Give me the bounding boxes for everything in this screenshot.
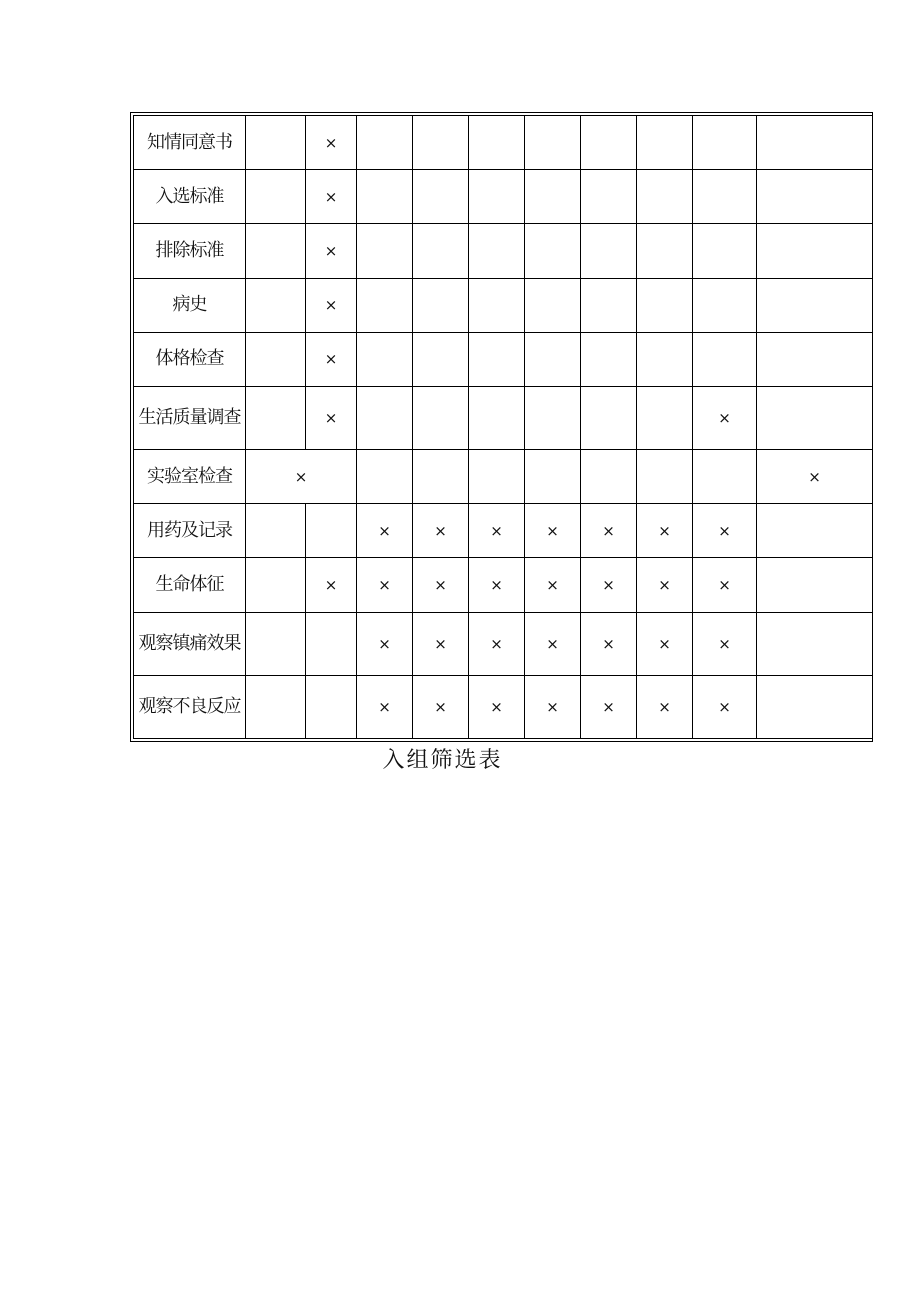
table-row	[134, 558, 873, 612]
empty-cell	[246, 386, 306, 449]
empty-cell	[757, 612, 873, 675]
check-mark-cell: ×	[693, 386, 757, 449]
empty-cell	[413, 386, 469, 449]
table-row	[134, 612, 873, 675]
empty-cell	[469, 170, 525, 224]
empty-cell	[469, 386, 525, 449]
empty-cell	[581, 278, 637, 332]
check-mark-cell: ×	[637, 612, 693, 675]
check-mark-cell: ×	[469, 558, 525, 612]
empty-cell	[469, 332, 525, 386]
empty-cell	[757, 116, 873, 170]
screening-table-frame	[130, 112, 873, 742]
empty-cell	[693, 332, 757, 386]
empty-cell	[757, 224, 873, 278]
check-mark-cell: ×	[581, 675, 637, 738]
empty-cell	[757, 278, 873, 332]
row-label: 排除标准	[134, 224, 246, 278]
check-mark-cell: ×	[413, 504, 469, 558]
check-mark-cell: ×	[693, 612, 757, 675]
check-mark-cell: ×	[357, 504, 413, 558]
empty-cell	[246, 170, 306, 224]
empty-cell	[757, 504, 873, 558]
empty-cell	[469, 224, 525, 278]
empty-cell	[469, 450, 525, 504]
table-row	[134, 116, 873, 170]
check-mark-cell: ×	[757, 450, 873, 504]
row-label: 体格检查	[134, 332, 246, 386]
empty-cell	[525, 278, 581, 332]
check-mark-cell: ×	[413, 675, 469, 738]
empty-cell	[357, 170, 413, 224]
table-caption: 入组筛选表	[382, 748, 503, 773]
empty-cell	[413, 116, 469, 170]
empty-cell	[357, 278, 413, 332]
empty-cell	[637, 170, 693, 224]
empty-cell	[413, 170, 469, 224]
empty-cell	[357, 386, 413, 449]
empty-cell	[693, 170, 757, 224]
empty-cell	[525, 224, 581, 278]
empty-cell	[413, 278, 469, 332]
check-mark-cell: ×	[525, 558, 581, 612]
check-mark-cell: ×	[693, 675, 757, 738]
check-mark-cell: ×	[306, 386, 357, 449]
empty-cell	[246, 278, 306, 332]
row-label: 生活质量调查	[134, 386, 246, 449]
table-row	[134, 675, 873, 738]
check-mark-cell: ×	[306, 558, 357, 612]
empty-cell	[581, 116, 637, 170]
row-label: 病史	[134, 278, 246, 332]
check-mark-cell: ×	[306, 278, 357, 332]
empty-cell	[413, 224, 469, 278]
check-mark-cell: ×	[306, 224, 357, 278]
check-mark-cell: ×	[306, 332, 357, 386]
empty-cell	[246, 675, 306, 738]
table-row	[134, 332, 873, 386]
empty-cell	[306, 504, 357, 558]
empty-cell	[693, 278, 757, 332]
check-mark-cell: ×	[581, 612, 637, 675]
check-mark-cell: ×	[357, 612, 413, 675]
empty-cell	[581, 170, 637, 224]
empty-cell	[757, 675, 873, 738]
check-mark-cell: ×	[306, 170, 357, 224]
table-row	[134, 504, 873, 558]
check-mark-cell: ×	[637, 675, 693, 738]
empty-cell	[246, 558, 306, 612]
check-mark-cell: ×	[469, 675, 525, 738]
row-label: 入选标准	[134, 170, 246, 224]
check-mark-cell: ×	[306, 116, 357, 170]
empty-cell	[693, 224, 757, 278]
empty-cell	[525, 332, 581, 386]
empty-cell	[357, 332, 413, 386]
empty-cell	[581, 332, 637, 386]
empty-cell	[581, 450, 637, 504]
row-label: 生命体征	[134, 558, 246, 612]
empty-cell	[757, 386, 873, 449]
check-mark-cell: ×	[581, 504, 637, 558]
check-mark-cell: ×	[581, 558, 637, 612]
empty-cell	[637, 450, 693, 504]
empty-cell	[246, 332, 306, 386]
empty-cell	[306, 612, 357, 675]
check-mark-cell: ×	[357, 675, 413, 738]
empty-cell	[357, 450, 413, 504]
empty-cell	[637, 224, 693, 278]
row-label: 知情同意书	[134, 116, 246, 170]
empty-cell	[525, 450, 581, 504]
empty-cell	[246, 612, 306, 675]
row-label: 观察镇痛效果	[134, 612, 246, 675]
empty-cell	[246, 116, 306, 170]
empty-cell	[757, 558, 873, 612]
empty-cell	[637, 278, 693, 332]
table-row	[134, 170, 873, 224]
empty-cell	[306, 675, 357, 738]
empty-cell	[525, 170, 581, 224]
empty-cell	[693, 116, 757, 170]
row-label: 实验室检查	[134, 450, 246, 504]
empty-cell	[525, 116, 581, 170]
check-mark-cell: ×	[413, 612, 469, 675]
check-mark-cell: ×	[246, 450, 357, 504]
empty-cell	[413, 332, 469, 386]
empty-cell	[413, 450, 469, 504]
check-mark-cell: ×	[637, 558, 693, 612]
check-mark-cell: ×	[469, 612, 525, 675]
check-mark-cell: ×	[525, 504, 581, 558]
empty-cell	[757, 332, 873, 386]
check-mark-cell: ×	[693, 558, 757, 612]
row-label: 观察不良反应	[134, 675, 246, 738]
check-mark-cell: ×	[357, 558, 413, 612]
empty-cell	[246, 224, 306, 278]
empty-cell	[581, 386, 637, 449]
table-row	[134, 224, 873, 278]
empty-cell	[469, 278, 525, 332]
check-mark-cell: ×	[413, 558, 469, 612]
check-mark-cell: ×	[637, 504, 693, 558]
empty-cell	[525, 386, 581, 449]
table-row	[134, 386, 873, 449]
empty-cell	[469, 116, 525, 170]
screening-table	[133, 115, 873, 739]
check-mark-cell: ×	[469, 504, 525, 558]
empty-cell	[637, 332, 693, 386]
empty-cell	[637, 386, 693, 449]
empty-cell	[357, 116, 413, 170]
table-body	[134, 116, 873, 739]
empty-cell	[693, 450, 757, 504]
check-mark-cell: ×	[693, 504, 757, 558]
check-mark-cell: ×	[525, 675, 581, 738]
empty-cell	[246, 504, 306, 558]
check-mark-cell: ×	[525, 612, 581, 675]
empty-cell	[757, 170, 873, 224]
row-label: 用药及记录	[134, 504, 246, 558]
empty-cell	[357, 224, 413, 278]
table-row	[134, 278, 873, 332]
table-row	[134, 450, 873, 504]
empty-cell	[581, 224, 637, 278]
empty-cell	[637, 116, 693, 170]
